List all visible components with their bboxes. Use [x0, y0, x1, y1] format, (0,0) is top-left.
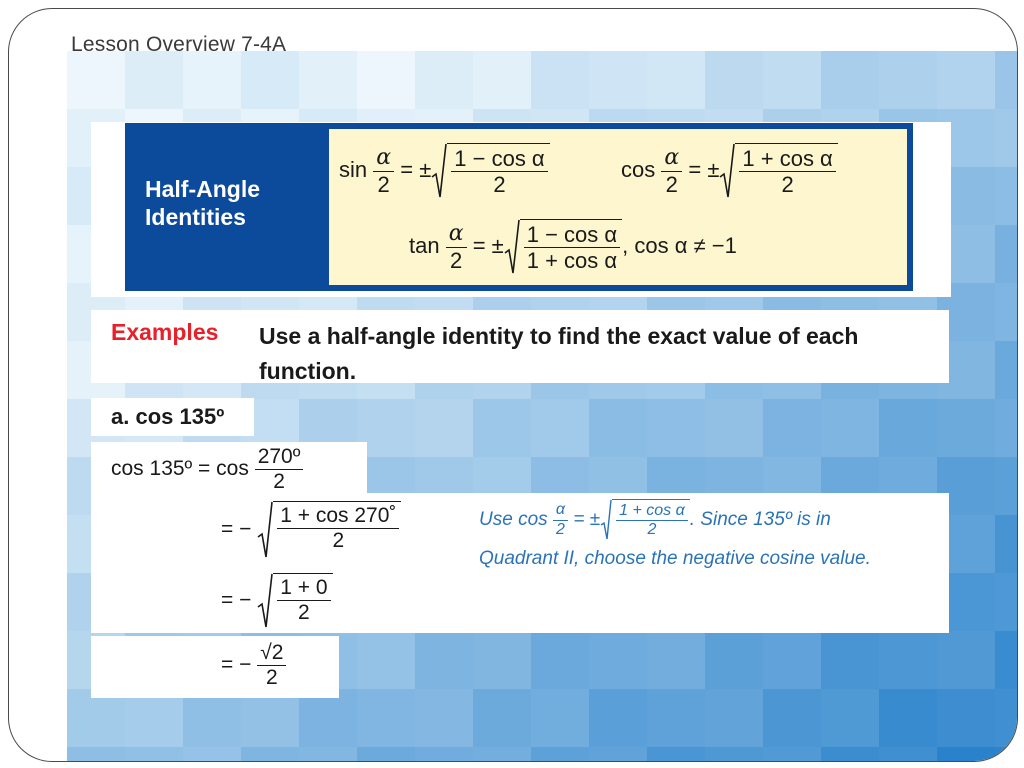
sin-num: 1 − cos α [451, 146, 547, 172]
cos-identity [621, 143, 838, 199]
note-num: 1 + cos α [616, 502, 688, 521]
background-tile [415, 631, 473, 689]
sin-den: 2 [493, 172, 506, 198]
background-tile [299, 747, 357, 761]
background-tile [531, 689, 589, 747]
background-tile [763, 399, 821, 457]
tan-radicand [524, 222, 620, 274]
step-2-radicand [277, 504, 399, 553]
step-3-eq: = − [221, 588, 252, 612]
step-4-fraction [257, 641, 286, 690]
tan-den: 1 + cos α [526, 248, 618, 274]
note-post: . Since 135º is in Quadrant II, choose the negative cosine value. [479, 509, 871, 569]
step-3-radicand [277, 576, 330, 625]
background-tile [357, 51, 415, 109]
background-tile [763, 689, 821, 747]
cos-eq: = ± [688, 156, 720, 182]
background-tile [705, 51, 763, 109]
step-4-den: 2 [265, 666, 278, 690]
background-tile [995, 283, 1017, 341]
tan-eq: = ± [472, 232, 504, 258]
note-radical [600, 499, 690, 541]
examples-label: Examples [111, 319, 219, 345]
background-tile [937, 51, 995, 109]
step-3-num: 1 + 0 [277, 576, 330, 601]
background-tile [357, 631, 415, 689]
step-3-radical [257, 573, 332, 629]
background-tile [647, 631, 705, 689]
background-tile [879, 747, 937, 761]
tan-num: 1 − cos α [524, 222, 620, 248]
background-tile [937, 747, 995, 761]
note-eq: = ± [573, 509, 601, 531]
step-4-eq: = − [221, 653, 252, 677]
background-tile [705, 689, 763, 747]
background-tile [995, 51, 1017, 109]
part-a-label: a. cos 135º [111, 404, 225, 429]
step-3-den: 2 [298, 601, 310, 625]
background-tile [821, 631, 879, 689]
background-tile [357, 747, 415, 761]
background-tile [995, 747, 1017, 761]
background-tile [879, 631, 937, 689]
background-tile [937, 631, 995, 689]
identity-frame [125, 123, 913, 291]
background-tile [995, 167, 1017, 225]
note-alpha: α [553, 501, 568, 520]
step-3 [221, 573, 333, 629]
cos-radical [719, 143, 837, 199]
cos-fn: cos [621, 156, 656, 182]
sin-eq: = ± [400, 156, 432, 182]
note-radicand [616, 502, 688, 540]
background-tile [357, 689, 415, 747]
step-1-lhs: cos 135º = cos [111, 457, 249, 481]
tan-half-alpha [446, 221, 467, 273]
background-tile [589, 631, 647, 689]
step-2-num: 1 + cos 270˚ [277, 504, 399, 529]
step-1-den: 2 [273, 470, 285, 494]
tan-two: 2 [450, 247, 463, 273]
step-1-num: 270º [255, 445, 304, 470]
background-tile [415, 51, 473, 109]
background-tile [763, 747, 821, 761]
examples-instruction: Use a half-angle identity to find the exact value of each function. [259, 323, 859, 384]
background-tile [589, 399, 647, 457]
note-two: 2 [556, 520, 565, 538]
background-tile [67, 747, 125, 761]
sin-alpha: α [373, 145, 394, 171]
identity-label: Half-Angle Identities [145, 176, 260, 230]
tan-fn: tan [409, 232, 440, 258]
background-tile [299, 51, 357, 109]
background-tile [879, 399, 937, 457]
cos-num: 1 + cos α [739, 146, 835, 172]
background-tile [995, 109, 1017, 167]
background-tile [125, 747, 183, 761]
note-half-alpha [553, 501, 568, 539]
cos-alpha: α [661, 145, 682, 171]
background-tile [183, 747, 241, 761]
slide [8, 8, 1018, 762]
background-tile [183, 51, 241, 109]
background-tile [995, 689, 1017, 747]
background-tile [415, 399, 473, 457]
background-tile [67, 51, 125, 109]
background-tile [821, 399, 879, 457]
background-tile [995, 341, 1017, 399]
explanation-note [479, 499, 909, 576]
sin-radical [431, 143, 549, 199]
background-tile [473, 51, 531, 109]
background-tile [647, 399, 705, 457]
examples-box [91, 310, 949, 383]
sin-radicand [451, 146, 547, 198]
part-a-box [91, 398, 254, 436]
background-tile [879, 51, 937, 109]
note-pre: Use cos [479, 509, 548, 531]
background-tile [415, 689, 473, 747]
cos-den: 2 [781, 172, 794, 198]
background-tile [647, 689, 705, 747]
background-tile [125, 51, 183, 109]
sin-half-alpha [373, 145, 394, 197]
background-tile [705, 631, 763, 689]
background-tile [705, 399, 763, 457]
background-tile [473, 399, 531, 457]
background-tile [995, 573, 1017, 631]
background-tile [937, 399, 995, 457]
background-tile [473, 747, 531, 761]
tan-identity [409, 219, 737, 275]
background-tile [589, 51, 647, 109]
step-2-radical [257, 501, 401, 559]
background-tile [995, 399, 1017, 457]
note-den: 2 [647, 521, 657, 539]
steps-backdrop-3 [91, 636, 339, 698]
background-tile [995, 515, 1017, 573]
step-4 [221, 641, 286, 690]
background-tile [705, 747, 763, 761]
tan-condition: , cos α ≠ −1 [622, 232, 737, 258]
background-tile [531, 631, 589, 689]
step-1-fraction [255, 445, 304, 494]
slide-title: Lesson Overview 7-4A [71, 33, 287, 56]
step-2-den: 2 [332, 529, 345, 553]
background-tile [647, 747, 705, 761]
background-tile [995, 457, 1017, 515]
background-tile [821, 51, 879, 109]
background-tile [473, 689, 531, 747]
tan-alpha: α [446, 221, 467, 247]
step-2-eq: = − [221, 517, 252, 541]
step-1 [111, 445, 303, 494]
step-4-num: √2 [257, 641, 286, 666]
background-tile [995, 631, 1017, 689]
background-tile [763, 51, 821, 109]
step-2 [221, 501, 401, 559]
background-tile [415, 747, 473, 761]
sin-identity [339, 143, 550, 199]
background-tile [995, 225, 1017, 283]
background-tile [937, 689, 995, 747]
background-tile [473, 631, 531, 689]
cos-half-alpha [661, 145, 682, 197]
tan-radical [504, 219, 622, 275]
background-tile [763, 631, 821, 689]
background-tile [821, 689, 879, 747]
cos-radicand [739, 146, 835, 198]
background-tile [531, 747, 589, 761]
background-tile [589, 747, 647, 761]
background-tile [531, 51, 589, 109]
background-tile [589, 689, 647, 747]
background-tile [879, 689, 937, 747]
background-tile [241, 747, 299, 761]
background-tile [647, 51, 705, 109]
identity-panel [329, 129, 907, 285]
background-tile [821, 747, 879, 761]
sin-two: 2 [377, 171, 390, 197]
cos-two: 2 [665, 171, 678, 197]
background-tile [531, 399, 589, 457]
sin-fn: sin [339, 156, 368, 182]
background-tile [241, 51, 299, 109]
